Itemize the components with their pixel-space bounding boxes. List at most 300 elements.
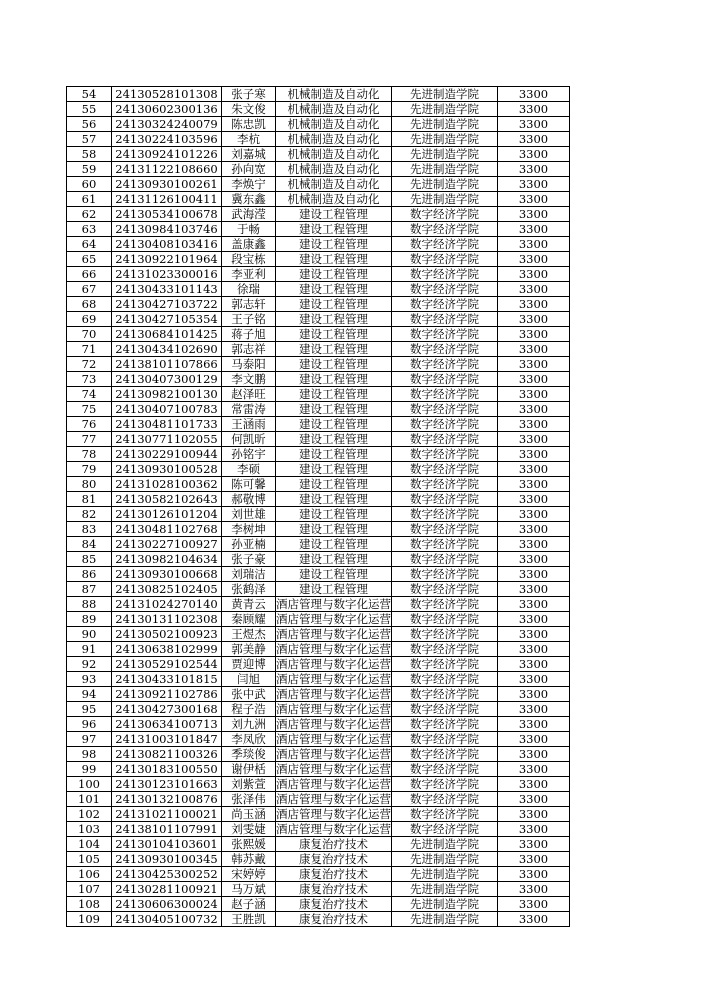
student-id-cell: 24130427300168 — [112, 702, 222, 717]
row-number-cell: 88 — [67, 597, 112, 612]
major-cell: 酒店管理与数字化运营 — [276, 702, 391, 716]
college-cell: 数字经济学院 — [392, 582, 498, 597]
student-name-cell: 徐瑞 — [222, 282, 276, 297]
major-cell: 建设工程管理 — [276, 357, 392, 372]
college-cell: 数字经济学院 — [392, 282, 498, 297]
college-cell: 数字经济学院 — [392, 417, 498, 432]
table-row — [67, 537, 570, 552]
college-cell: 数字经济学院 — [392, 762, 498, 777]
student-name-cell: 秦顾耀 — [222, 612, 276, 627]
table-row — [67, 687, 570, 702]
row-number-cell: 64 — [67, 237, 112, 252]
table-row — [67, 207, 570, 222]
major-cell: 康复治疗技术 — [276, 912, 392, 927]
student-id-cell: 24130930100668 — [112, 567, 222, 582]
college-cell: 数字经济学院 — [392, 627, 498, 642]
row-number-cell: 86 — [67, 567, 112, 582]
amount-cell: 3300 — [498, 522, 570, 537]
table-row — [67, 462, 570, 477]
major-cell: 建设工程管理 — [276, 402, 392, 417]
college-cell: 先进制造学院 — [392, 117, 498, 132]
college-cell: 数字经济学院 — [392, 702, 498, 717]
amount-cell: 3300 — [498, 417, 570, 432]
major-cell: 建设工程管理 — [276, 312, 392, 327]
major-cell: 建设工程管理 — [276, 507, 392, 522]
table-row — [67, 492, 570, 507]
student-id-cell: 24130528101308 — [112, 87, 222, 102]
college-cell: 先进制造学院 — [392, 867, 498, 882]
major-cell: 酒店管理与数字化运营 — [276, 762, 391, 776]
student-name-cell: 张子豪 — [222, 552, 276, 567]
table-row — [67, 567, 570, 582]
major-cell: 酒店管理与数字化运营 — [276, 822, 391, 836]
student-id-cell: 24130425300252 — [112, 867, 222, 882]
student-name-cell: 张熙媛 — [222, 837, 276, 852]
table-row — [67, 477, 570, 492]
table-row — [67, 807, 570, 822]
student-id-cell: 24130229100944 — [112, 447, 222, 462]
table-row — [67, 792, 570, 807]
major-cell: 建设工程管理 — [276, 297, 392, 312]
student-name-cell: 何凯昕 — [222, 432, 276, 447]
table-row — [67, 252, 570, 267]
table-row — [67, 717, 570, 732]
row-number-cell: 75 — [67, 402, 112, 417]
amount-cell: 3300 — [498, 252, 570, 267]
amount-cell: 3300 — [498, 492, 570, 507]
row-number-cell: 69 — [67, 312, 112, 327]
table-row — [67, 87, 570, 102]
student-id-cell: 24130930100528 — [112, 462, 222, 477]
major-cell: 酒店管理与数字化运营 — [276, 792, 391, 806]
table-row — [67, 117, 570, 132]
college-cell: 数字经济学院 — [392, 567, 498, 582]
college-cell: 先进制造学院 — [392, 177, 498, 192]
college-cell: 数字经济学院 — [392, 447, 498, 462]
student-id-cell: 24130104103601 — [112, 837, 222, 852]
row-number-cell: 105 — [67, 852, 112, 867]
student-name-cell: 贾迎博 — [222, 657, 276, 672]
student-name-cell: 武海滢 — [222, 207, 276, 222]
major-cell: 机械制造及自动化 — [276, 192, 392, 207]
amount-cell: 3300 — [498, 507, 570, 522]
student-id-cell: 24130183100550 — [112, 762, 222, 777]
table-row — [67, 777, 570, 792]
major-cell: 机械制造及自动化 — [276, 117, 392, 132]
student-id-cell: 24130825102405 — [112, 582, 222, 597]
student-name-cell: 张中武 — [222, 687, 276, 702]
major-cell: 酒店管理与数字化运营 — [276, 807, 391, 821]
row-number-cell: 90 — [67, 627, 112, 642]
student-id-cell: 24130602300136 — [112, 102, 222, 117]
table-row — [67, 822, 570, 837]
amount-cell: 3300 — [498, 132, 570, 147]
college-cell: 数字经济学院 — [392, 237, 498, 252]
row-number-cell: 104 — [67, 837, 112, 852]
student-name-cell: 李亚利 — [222, 267, 276, 282]
student-name-cell: 李树坤 — [222, 522, 276, 537]
row-number-cell: 59 — [67, 162, 112, 177]
row-number-cell: 63 — [67, 222, 112, 237]
student-name-cell: 孙铭宇 — [222, 447, 276, 462]
major-cell: 建设工程管理 — [276, 432, 392, 447]
row-number-cell: 66 — [67, 267, 112, 282]
table-row — [67, 732, 570, 747]
college-cell: 数字经济学院 — [392, 777, 498, 792]
row-number-cell: 101 — [67, 792, 112, 807]
table-row — [67, 297, 570, 312]
student-name-cell: 刘雯婕 — [222, 822, 276, 837]
student-name-cell: 孙向宽 — [222, 162, 276, 177]
major-cell: 建设工程管理 — [276, 372, 392, 387]
student-id-cell: 24130481101733 — [112, 417, 222, 432]
major-cell: 建设工程管理 — [276, 537, 392, 552]
student-name-cell: 李文鹏 — [222, 372, 276, 387]
table-row — [67, 402, 570, 417]
student-name-cell: 闫旭 — [222, 672, 276, 687]
row-number-cell: 97 — [67, 732, 112, 747]
major-cell: 建设工程管理 — [276, 447, 392, 462]
amount-cell: 3300 — [498, 762, 570, 777]
major-cell: 建设工程管理 — [276, 552, 392, 567]
row-number-cell: 58 — [67, 147, 112, 162]
amount-cell: 3300 — [498, 312, 570, 327]
table-row — [67, 552, 570, 567]
major-cell: 建设工程管理 — [276, 342, 392, 357]
amount-cell: 3300 — [498, 567, 570, 582]
college-cell: 先进制造学院 — [392, 87, 498, 102]
amount-cell: 3300 — [498, 117, 570, 132]
college-cell: 数字经济学院 — [392, 507, 498, 522]
student-id-cell: 24130638102999 — [112, 642, 222, 657]
table-row — [67, 237, 570, 252]
amount-cell: 3300 — [498, 717, 570, 732]
amount-cell: 3300 — [498, 537, 570, 552]
amount-cell: 3300 — [498, 657, 570, 672]
amount-cell: 3300 — [498, 792, 570, 807]
student-name-cell: 李焕宁 — [222, 177, 276, 192]
row-number-cell: 55 — [67, 102, 112, 117]
major-cell: 建设工程管理 — [276, 267, 392, 282]
major-cell: 酒店管理与数字化运营 — [276, 612, 391, 626]
row-number-cell: 67 — [67, 282, 112, 297]
student-id-cell: 24130982104634 — [112, 552, 222, 567]
student-id-cell: 24130224103596 — [112, 132, 222, 147]
major-cell: 酒店管理与数字化运营 — [276, 642, 391, 656]
major-cell: 机械制造及自动化 — [276, 177, 392, 192]
major-cell: 酒店管理与数字化运营 — [276, 717, 391, 731]
row-number-cell: 81 — [67, 492, 112, 507]
table-row — [67, 627, 570, 642]
student-name-cell: 王子铭 — [222, 312, 276, 327]
student-name-cell: 刘瑞洁 — [222, 567, 276, 582]
table-row — [67, 132, 570, 147]
student-name-cell: 郝敬博 — [222, 492, 276, 507]
student-id-cell: 24130407100783 — [112, 402, 222, 417]
table-row — [67, 162, 570, 177]
amount-cell: 3300 — [498, 462, 570, 477]
amount-cell: 3300 — [498, 357, 570, 372]
major-cell: 机械制造及自动化 — [276, 132, 392, 147]
amount-cell: 3300 — [498, 342, 570, 357]
amount-cell: 3300 — [498, 627, 570, 642]
student-id-cell: 24138101107866 — [112, 357, 222, 372]
major-cell: 建设工程管理 — [276, 522, 392, 537]
student-name-cell: 赵子涵 — [222, 897, 276, 912]
student-id-cell: 24130922101964 — [112, 252, 222, 267]
row-number-cell: 76 — [67, 417, 112, 432]
student-name-cell: 韩苏戴 — [222, 852, 276, 867]
amount-cell: 3300 — [498, 672, 570, 687]
major-cell: 建设工程管理 — [276, 582, 392, 597]
college-cell: 数字经济学院 — [392, 432, 498, 447]
table-row — [67, 222, 570, 237]
table-row — [67, 912, 570, 927]
table-row — [67, 507, 570, 522]
student-id-cell: 24130984103746 — [112, 222, 222, 237]
student-id-cell: 24138101107991 — [112, 822, 222, 837]
major-cell: 机械制造及自动化 — [276, 87, 392, 102]
row-number-cell: 96 — [67, 717, 112, 732]
row-number-cell: 65 — [67, 252, 112, 267]
table-row — [67, 747, 570, 762]
major-cell: 酒店管理与数字化运营 — [276, 687, 391, 701]
amount-cell: 3300 — [498, 267, 570, 282]
table-row — [67, 672, 570, 687]
student-name-cell: 盖康鑫 — [222, 237, 276, 252]
college-cell: 数字经济学院 — [392, 732, 498, 747]
table-row — [67, 657, 570, 672]
amount-cell: 3300 — [498, 387, 570, 402]
student-name-cell: 刘嘉城 — [222, 147, 276, 162]
student-name-cell: 朱文俊 — [222, 102, 276, 117]
student-fee-table — [66, 86, 570, 927]
major-cell: 酒店管理与数字化运营 — [276, 672, 391, 686]
student-id-cell: 24130924101226 — [112, 147, 222, 162]
amount-cell: 3300 — [498, 282, 570, 297]
college-cell: 先进制造学院 — [392, 912, 498, 927]
row-number-cell: 108 — [67, 897, 112, 912]
student-id-cell: 24131023300016 — [112, 267, 222, 282]
student-id-cell: 24130930100345 — [112, 852, 222, 867]
amount-cell: 3300 — [498, 237, 570, 252]
student-id-cell: 24130921102786 — [112, 687, 222, 702]
student-name-cell: 张泽伟 — [222, 792, 276, 807]
row-number-cell: 74 — [67, 387, 112, 402]
row-number-cell: 78 — [67, 447, 112, 462]
college-cell: 数字经济学院 — [392, 807, 498, 822]
amount-cell: 3300 — [498, 912, 570, 927]
college-cell: 数字经济学院 — [392, 312, 498, 327]
row-number-cell: 103 — [67, 822, 112, 837]
amount-cell: 3300 — [498, 222, 570, 237]
major-cell: 建设工程管理 — [276, 237, 392, 252]
student-name-cell: 王涵雨 — [222, 417, 276, 432]
amount-cell: 3300 — [498, 597, 570, 612]
student-id-cell: 24130606300024 — [112, 897, 222, 912]
college-cell: 先进制造学院 — [392, 852, 498, 867]
row-number-cell: 84 — [67, 537, 112, 552]
table-row — [67, 387, 570, 402]
college-cell: 数字经济学院 — [392, 597, 498, 612]
student-id-cell: 24130408103416 — [112, 237, 222, 252]
student-id-cell: 24130433101143 — [112, 282, 222, 297]
amount-cell: 3300 — [498, 882, 570, 897]
table-row — [67, 327, 570, 342]
amount-cell: 3300 — [498, 777, 570, 792]
row-number-cell: 106 — [67, 867, 112, 882]
table-row — [67, 837, 570, 852]
amount-cell: 3300 — [498, 642, 570, 657]
table-row — [67, 372, 570, 387]
college-cell: 先进制造学院 — [392, 147, 498, 162]
amount-cell: 3300 — [498, 702, 570, 717]
row-number-cell: 87 — [67, 582, 112, 597]
table-row — [67, 357, 570, 372]
row-number-cell: 89 — [67, 612, 112, 627]
row-number-cell: 91 — [67, 642, 112, 657]
amount-cell: 3300 — [498, 747, 570, 762]
student-name-cell: 郭志轩 — [222, 297, 276, 312]
table-row — [67, 432, 570, 447]
student-id-cell: 24130821100326 — [112, 747, 222, 762]
amount-cell: 3300 — [498, 732, 570, 747]
row-number-cell: 80 — [67, 477, 112, 492]
student-id-cell: 24130126101204 — [112, 507, 222, 522]
student-id-cell: 24131003101847 — [112, 732, 222, 747]
student-name-cell: 蒋子旭 — [222, 327, 276, 342]
amount-cell: 3300 — [498, 87, 570, 102]
row-number-cell: 77 — [67, 432, 112, 447]
table-row — [67, 852, 570, 867]
major-cell: 康复治疗技术 — [276, 897, 392, 912]
student-name-cell: 王胜凯 — [222, 912, 276, 927]
major-cell: 机械制造及自动化 — [276, 147, 392, 162]
major-cell: 酒店管理与数字化运营 — [276, 732, 391, 746]
college-cell: 数字经济学院 — [392, 372, 498, 387]
table-row — [67, 762, 570, 777]
student-id-cell: 24130227100927 — [112, 537, 222, 552]
student-id-cell: 24131028100362 — [112, 477, 222, 492]
college-cell: 数字经济学院 — [392, 822, 498, 837]
row-number-cell: 107 — [67, 882, 112, 897]
college-cell: 数字经济学院 — [392, 552, 498, 567]
row-number-cell: 60 — [67, 177, 112, 192]
major-cell: 建设工程管理 — [276, 207, 392, 222]
student-id-cell: 24130982100130 — [112, 387, 222, 402]
amount-cell: 3300 — [498, 432, 570, 447]
row-number-cell: 109 — [67, 912, 112, 927]
table-row — [67, 267, 570, 282]
amount-cell: 3300 — [498, 552, 570, 567]
student-id-cell: 24130123101663 — [112, 777, 222, 792]
student-name-cell: 常雷涛 — [222, 402, 276, 417]
college-cell: 数字经济学院 — [392, 522, 498, 537]
row-number-cell: 93 — [67, 672, 112, 687]
amount-cell: 3300 — [498, 447, 570, 462]
major-cell: 酒店管理与数字化运营 — [276, 657, 391, 671]
student-id-cell: 24130281100921 — [112, 882, 222, 897]
amount-cell: 3300 — [498, 192, 570, 207]
table-row — [67, 882, 570, 897]
student-name-cell: 郭志祥 — [222, 342, 276, 357]
student-name-cell: 张鹤泽 — [222, 582, 276, 597]
college-cell: 数字经济学院 — [392, 387, 498, 402]
college-cell: 先进制造学院 — [392, 897, 498, 912]
row-number-cell: 92 — [67, 657, 112, 672]
row-number-cell: 100 — [67, 777, 112, 792]
college-cell: 先进制造学院 — [392, 132, 498, 147]
student-name-cell: 马万斌 — [222, 882, 276, 897]
table-row — [67, 522, 570, 537]
student-id-cell: 24131024270140 — [112, 597, 222, 612]
student-name-cell: 李硕 — [222, 462, 276, 477]
college-cell: 先进制造学院 — [392, 162, 498, 177]
college-cell: 数字经济学院 — [392, 687, 498, 702]
table-row — [67, 102, 570, 117]
student-id-cell: 24130930100261 — [112, 177, 222, 192]
college-cell: 数字经济学院 — [392, 477, 498, 492]
student-name-cell: 段宝栋 — [222, 252, 276, 267]
student-name-cell: 赵泽旺 — [222, 387, 276, 402]
major-cell: 机械制造及自动化 — [276, 102, 392, 117]
table-row — [67, 897, 570, 912]
major-cell: 建设工程管理 — [276, 417, 392, 432]
student-id-cell: 24130582102643 — [112, 492, 222, 507]
table-row — [67, 312, 570, 327]
college-cell: 先进制造学院 — [392, 102, 498, 117]
amount-cell: 3300 — [498, 207, 570, 222]
row-number-cell: 95 — [67, 702, 112, 717]
student-name-cell: 刘九洲 — [222, 717, 276, 732]
amount-cell: 3300 — [498, 852, 570, 867]
major-cell: 康复治疗技术 — [276, 867, 392, 882]
row-number-cell: 83 — [67, 522, 112, 537]
student-id-cell: 24130132100876 — [112, 792, 222, 807]
college-cell: 数字经济学院 — [392, 327, 498, 342]
student-name-cell: 王煜杰 — [222, 627, 276, 642]
student-name-cell: 张子寒 — [222, 87, 276, 102]
college-cell: 数字经济学院 — [392, 672, 498, 687]
student-id-cell: 24130324240079 — [112, 117, 222, 132]
row-number-cell: 99 — [67, 762, 112, 777]
major-cell: 建设工程管理 — [276, 222, 392, 237]
major-cell: 康复治疗技术 — [276, 852, 392, 867]
row-number-cell: 62 — [67, 207, 112, 222]
college-cell: 数字经济学院 — [392, 657, 498, 672]
major-cell: 建设工程管理 — [276, 387, 392, 402]
amount-cell: 3300 — [498, 687, 570, 702]
major-cell: 建设工程管理 — [276, 567, 392, 582]
student-id-cell: 24130684101425 — [112, 327, 222, 342]
amount-cell: 3300 — [498, 162, 570, 177]
table-row — [67, 417, 570, 432]
college-cell: 数字经济学院 — [392, 792, 498, 807]
student-name-cell: 黄青云 — [222, 597, 276, 612]
row-number-cell: 72 — [67, 357, 112, 372]
student-name-cell: 刘紫萱 — [222, 777, 276, 792]
table-row — [67, 342, 570, 357]
row-number-cell: 61 — [67, 192, 112, 207]
college-cell: 先进制造学院 — [392, 837, 498, 852]
student-id-cell: 24130529102544 — [112, 657, 222, 672]
table-row — [67, 642, 570, 657]
table-row — [67, 867, 570, 882]
student-id-cell: 24131126100411 — [112, 192, 222, 207]
row-number-cell: 71 — [67, 342, 112, 357]
row-number-cell: 102 — [67, 807, 112, 822]
student-name-cell: 孙亚楠 — [222, 537, 276, 552]
